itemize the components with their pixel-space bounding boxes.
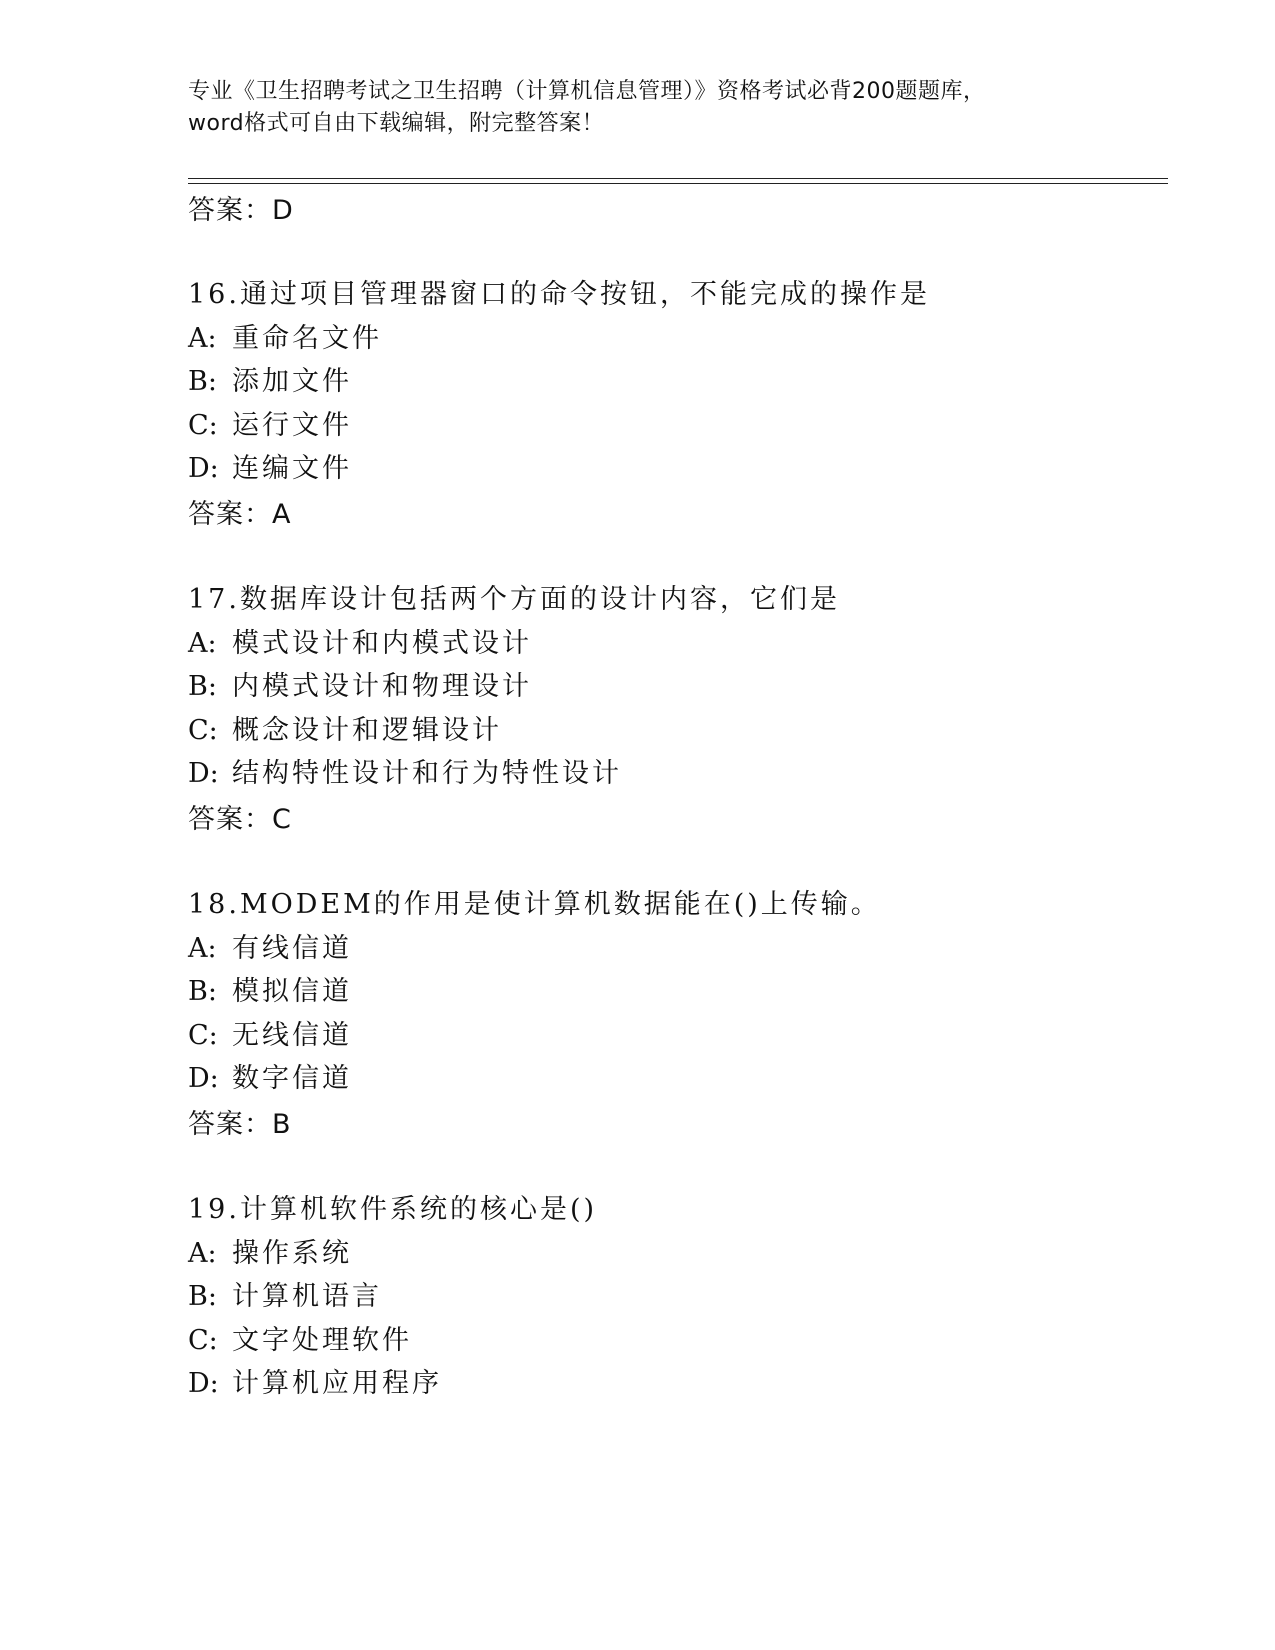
option-text: 概念设计和逻辑设计 [232,715,502,746]
option-text: 连编文件 [232,453,352,484]
option-text: 重命名文件 [232,323,382,354]
option-text: 结构特性设计和行为特性设计 [232,758,622,789]
option-text: 文字处理软件 [232,1325,412,1356]
question-17-title: 17.数据库设计包括两个方面的设计内容，它们是 [188,584,840,615]
option-letter: B: [188,976,217,1007]
question-16-option-a [188,316,382,355]
question-16-option-b [188,359,352,398]
option-text: 添加文件 [232,366,352,397]
option-letter: B: [188,366,217,397]
answer-16: 答案：A [188,499,292,530]
question-16-option-d [188,446,352,485]
option-letter: B: [188,671,217,702]
question-18-option-a [188,926,352,965]
header-line-1: 专业《卫生招聘考试之卫生招聘（计算机信息管理）》资格考试必背200题题库， [188,79,986,104]
question-19-option-b [188,1274,382,1313]
question-17-option-d [188,751,622,790]
question-17-option-b [188,664,532,703]
option-letter: D: [188,1368,219,1399]
question-19-option-c [188,1318,412,1357]
question-16-option-c [188,403,352,442]
option-text: 运行文件 [232,410,352,441]
option-text: 模拟信道 [232,976,352,1007]
document-header [188,76,1088,140]
option-text: 无线信道 [232,1020,352,1051]
option-letter: C: [188,1325,218,1356]
option-letter: B: [188,1281,217,1312]
question-17-option-a [188,621,532,660]
option-letter: D: [188,1063,219,1094]
option-letter: A: [188,323,217,354]
option-letter: D: [188,453,219,484]
option-text: 有线信道 [232,933,352,964]
option-text: 内模式设计和物理设计 [232,671,532,702]
option-text: 计算机语言 [232,1281,382,1312]
question-18-option-b [188,969,352,1008]
option-text: 操作系统 [232,1238,352,1269]
option-letter: A: [188,933,217,964]
answer-18: 答案：B [188,1109,292,1140]
question-17-option-c [188,708,502,747]
option-letter: C: [188,1020,218,1051]
header-divider-bottom [188,183,1168,184]
option-letter: D: [188,758,219,789]
question-19-title: 19.计算机软件系统的核心是() [188,1194,598,1225]
option-letter: A: [188,628,217,659]
answer-17: 答案：C [188,804,292,835]
option-text: 模式设计和内模式设计 [232,628,532,659]
question-16-title: 16.通过项目管理器窗口的命令按钮，不能完成的操作是 [188,279,930,310]
option-letter: A: [188,1238,217,1269]
question-19-option-d [188,1361,442,1400]
option-text: 计算机应用程序 [232,1368,442,1399]
question-18-option-c [188,1013,352,1052]
question-18-option-d [188,1056,352,1095]
question-19-option-a [188,1231,352,1270]
header-line-2: word格式可自由下载编辑，附完整答案！ [188,111,605,136]
header-divider-top [188,178,1168,179]
answer-15: 答案：D [188,195,294,226]
question-18-title: 18.MODEM的作用是使计算机数据能在()上传输。 [188,889,881,920]
option-letter: C: [188,410,218,441]
option-letter: C: [188,715,218,746]
option-text: 数字信道 [232,1063,352,1094]
